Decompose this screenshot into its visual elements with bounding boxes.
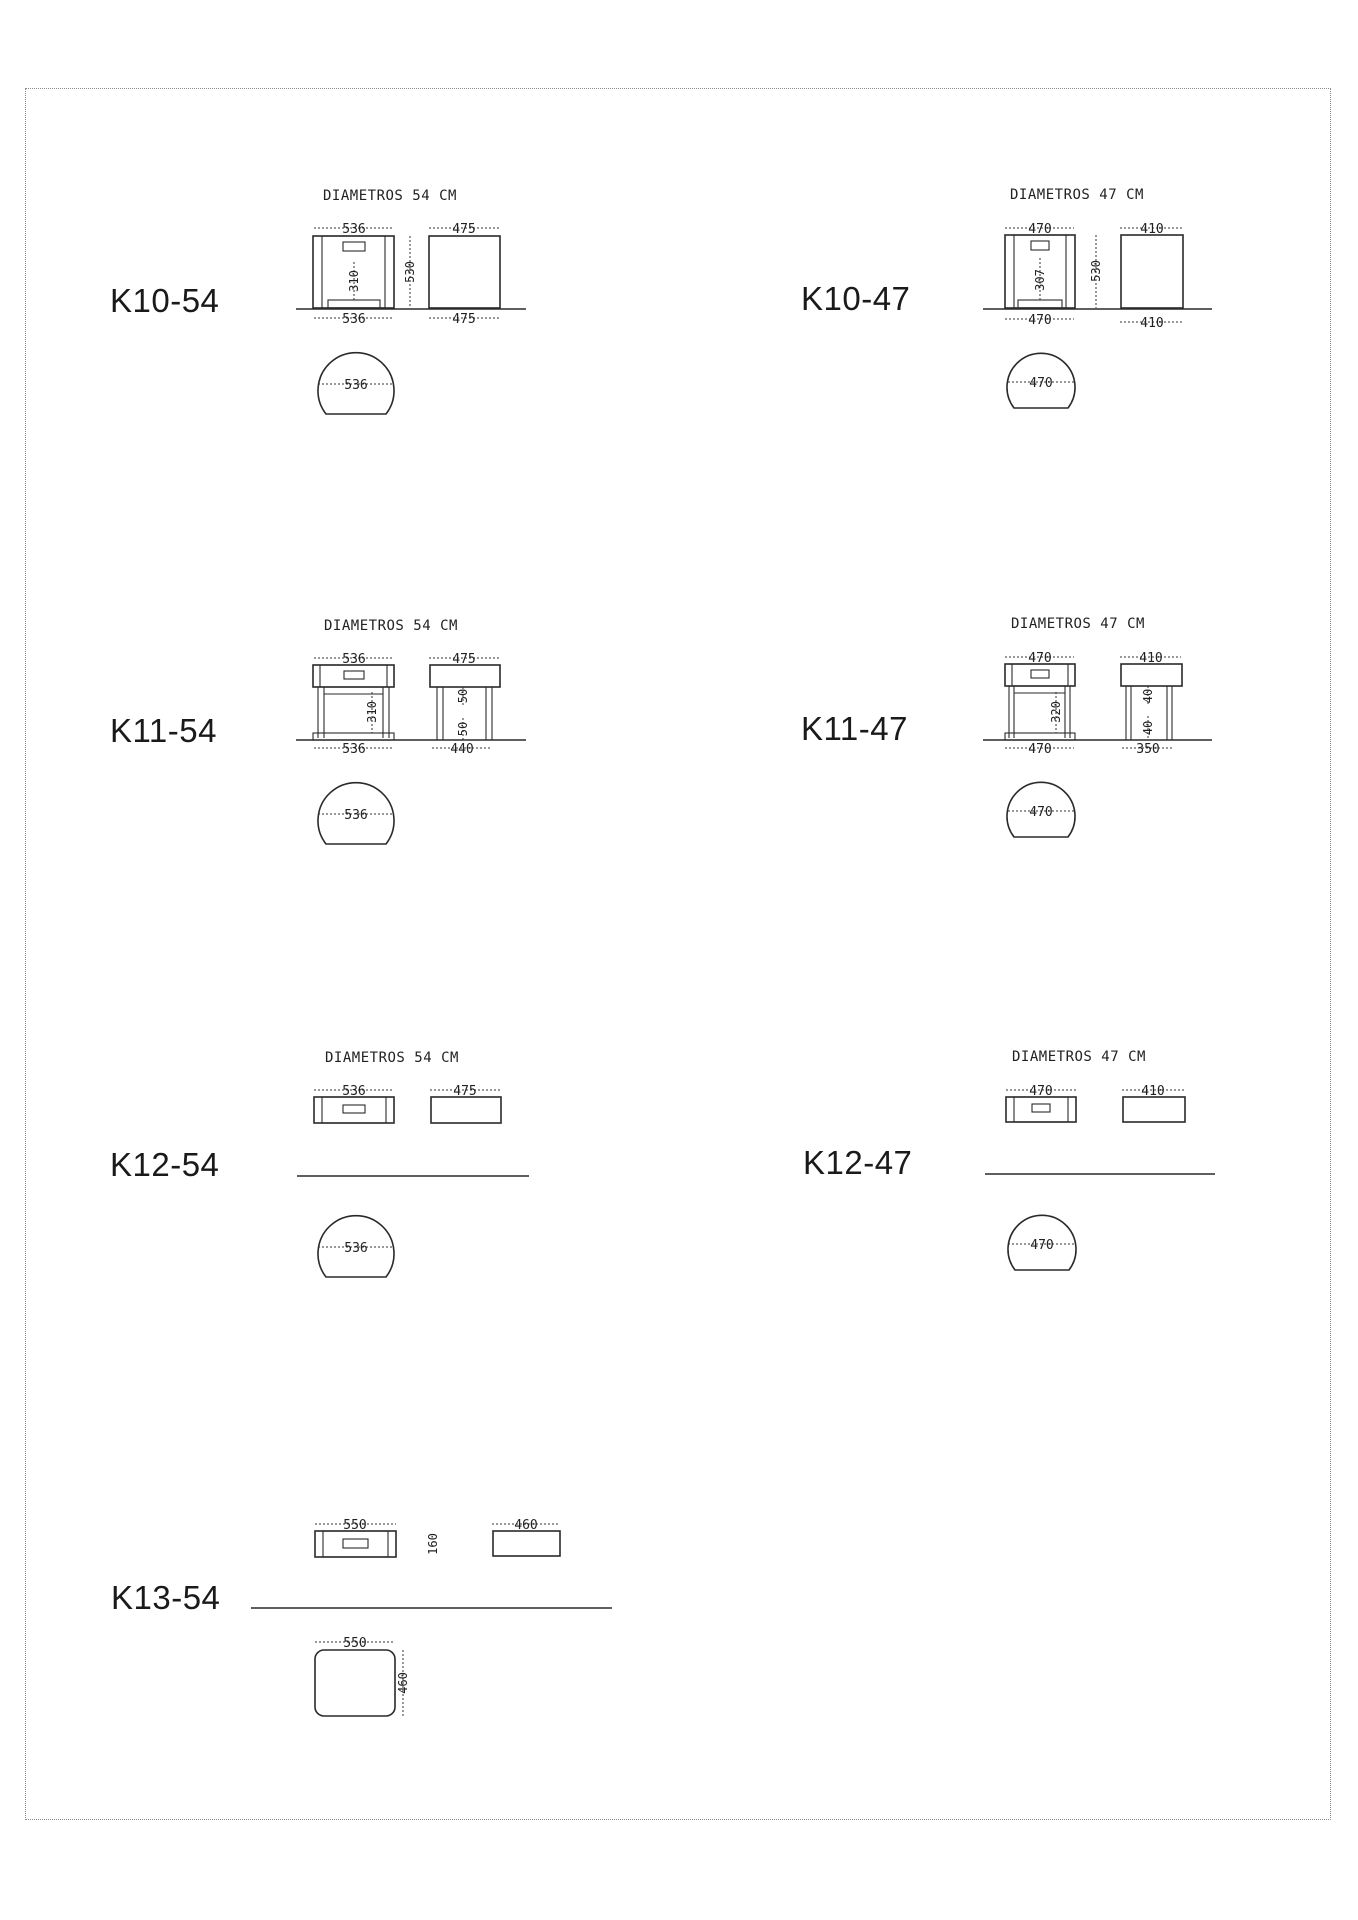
side-depth-bottom: 440 bbox=[450, 742, 474, 757]
front-width-bottom: 536 bbox=[342, 742, 366, 757]
front-inner-height: 320 bbox=[1049, 701, 1063, 723]
diameter-title: DIAMETROS 47 CM bbox=[1010, 187, 1144, 203]
side-upper-height: 50 bbox=[456, 688, 470, 704]
plan-width: 550 bbox=[343, 1636, 367, 1651]
plan-diameter: 536 bbox=[344, 808, 368, 823]
front-inner-height: 310 bbox=[365, 701, 379, 723]
side-depth-top: 410 bbox=[1139, 651, 1163, 666]
plan-diameter: 470 bbox=[1029, 376, 1053, 391]
side-depth-top: 475 bbox=[453, 1084, 477, 1099]
diameter-title: DIAMETROS 54 CM bbox=[324, 618, 458, 634]
front-view bbox=[1006, 1097, 1076, 1122]
front-inner-height: 310 bbox=[347, 270, 361, 292]
front-width-bottom: 536 bbox=[342, 312, 366, 327]
diameter-title: DIAMETROS 54 CM bbox=[323, 188, 457, 204]
side-lower-height: 50 bbox=[456, 721, 470, 737]
drawing-k11-54 bbox=[296, 618, 526, 844]
side-view bbox=[1123, 1097, 1185, 1122]
side-upper-height: 40 bbox=[1141, 688, 1155, 704]
diameter-title: DIAMETROS 47 CM bbox=[1011, 616, 1145, 632]
front-width-top: 470 bbox=[1028, 222, 1052, 237]
front-view bbox=[315, 1531, 396, 1557]
drawing-k13-54 bbox=[251, 1518, 612, 1716]
side-view bbox=[493, 1531, 560, 1556]
front-view-top bbox=[313, 665, 394, 687]
side-lower-height: 40 bbox=[1141, 720, 1155, 736]
front-inner-height: 307 bbox=[1033, 269, 1047, 291]
plan-diameter: 470 bbox=[1030, 1238, 1054, 1253]
front-view bbox=[314, 1097, 394, 1123]
drawing-k10-47 bbox=[983, 187, 1212, 408]
total-height: 530 bbox=[1089, 260, 1103, 282]
model-code-k11-47: K11-47 bbox=[801, 710, 908, 747]
side-view bbox=[431, 1097, 501, 1123]
side-depth-top: 475 bbox=[452, 222, 476, 237]
side-depth-bottom: 475 bbox=[452, 312, 476, 327]
front-width-bottom: 470 bbox=[1028, 313, 1052, 328]
front-width-top: 470 bbox=[1029, 1084, 1053, 1099]
side-view bbox=[1121, 235, 1183, 308]
front-width-top: 536 bbox=[342, 222, 366, 237]
front-width-top: 470 bbox=[1028, 651, 1052, 666]
plan-diameter: 536 bbox=[344, 1241, 368, 1256]
side-depth-top: 410 bbox=[1141, 1084, 1165, 1099]
model-code-k12-54: K12-54 bbox=[110, 1146, 220, 1183]
gap-dimension: 160 bbox=[426, 1533, 440, 1555]
side-depth-bottom: 410 bbox=[1140, 316, 1164, 331]
side-depth-bottom: 350 bbox=[1136, 742, 1160, 757]
plan-view bbox=[315, 1650, 395, 1716]
drawing-k12-47 bbox=[985, 1049, 1215, 1270]
front-width-top: 550 bbox=[343, 1518, 367, 1533]
side-view-top bbox=[1121, 664, 1182, 686]
side-depth-top: 460 bbox=[514, 1518, 538, 1533]
drawing-k11-47 bbox=[983, 616, 1212, 837]
model-code-k10-47: K10-47 bbox=[801, 280, 911, 317]
model-code-k11-54: K11-54 bbox=[110, 712, 217, 749]
front-width-bottom: 470 bbox=[1028, 742, 1052, 757]
plan-depth: 460 bbox=[396, 1672, 410, 1694]
front-width-top: 536 bbox=[342, 1084, 366, 1099]
side-depth-top: 410 bbox=[1140, 222, 1164, 237]
diameter-title: DIAMETROS 54 CM bbox=[325, 1050, 459, 1066]
side-depth-top: 475 bbox=[452, 652, 476, 667]
side-view-top bbox=[430, 665, 500, 687]
drawing-k12-54 bbox=[297, 1050, 529, 1277]
model-code-k10-54: K10-54 bbox=[110, 282, 220, 319]
front-width-top: 536 bbox=[342, 652, 366, 667]
plan-diameter: 470 bbox=[1029, 805, 1053, 820]
side-view bbox=[429, 236, 500, 308]
model-code-k12-47: K12-47 bbox=[803, 1144, 913, 1181]
drawing-k10-54 bbox=[296, 188, 526, 414]
total-height: 530 bbox=[403, 261, 417, 283]
plan-diameter: 536 bbox=[344, 378, 368, 393]
model-code-k13-54: K13-54 bbox=[111, 1579, 221, 1616]
diameter-title: DIAMETROS 47 CM bbox=[1012, 1049, 1146, 1065]
front-view-top bbox=[1005, 664, 1075, 686]
